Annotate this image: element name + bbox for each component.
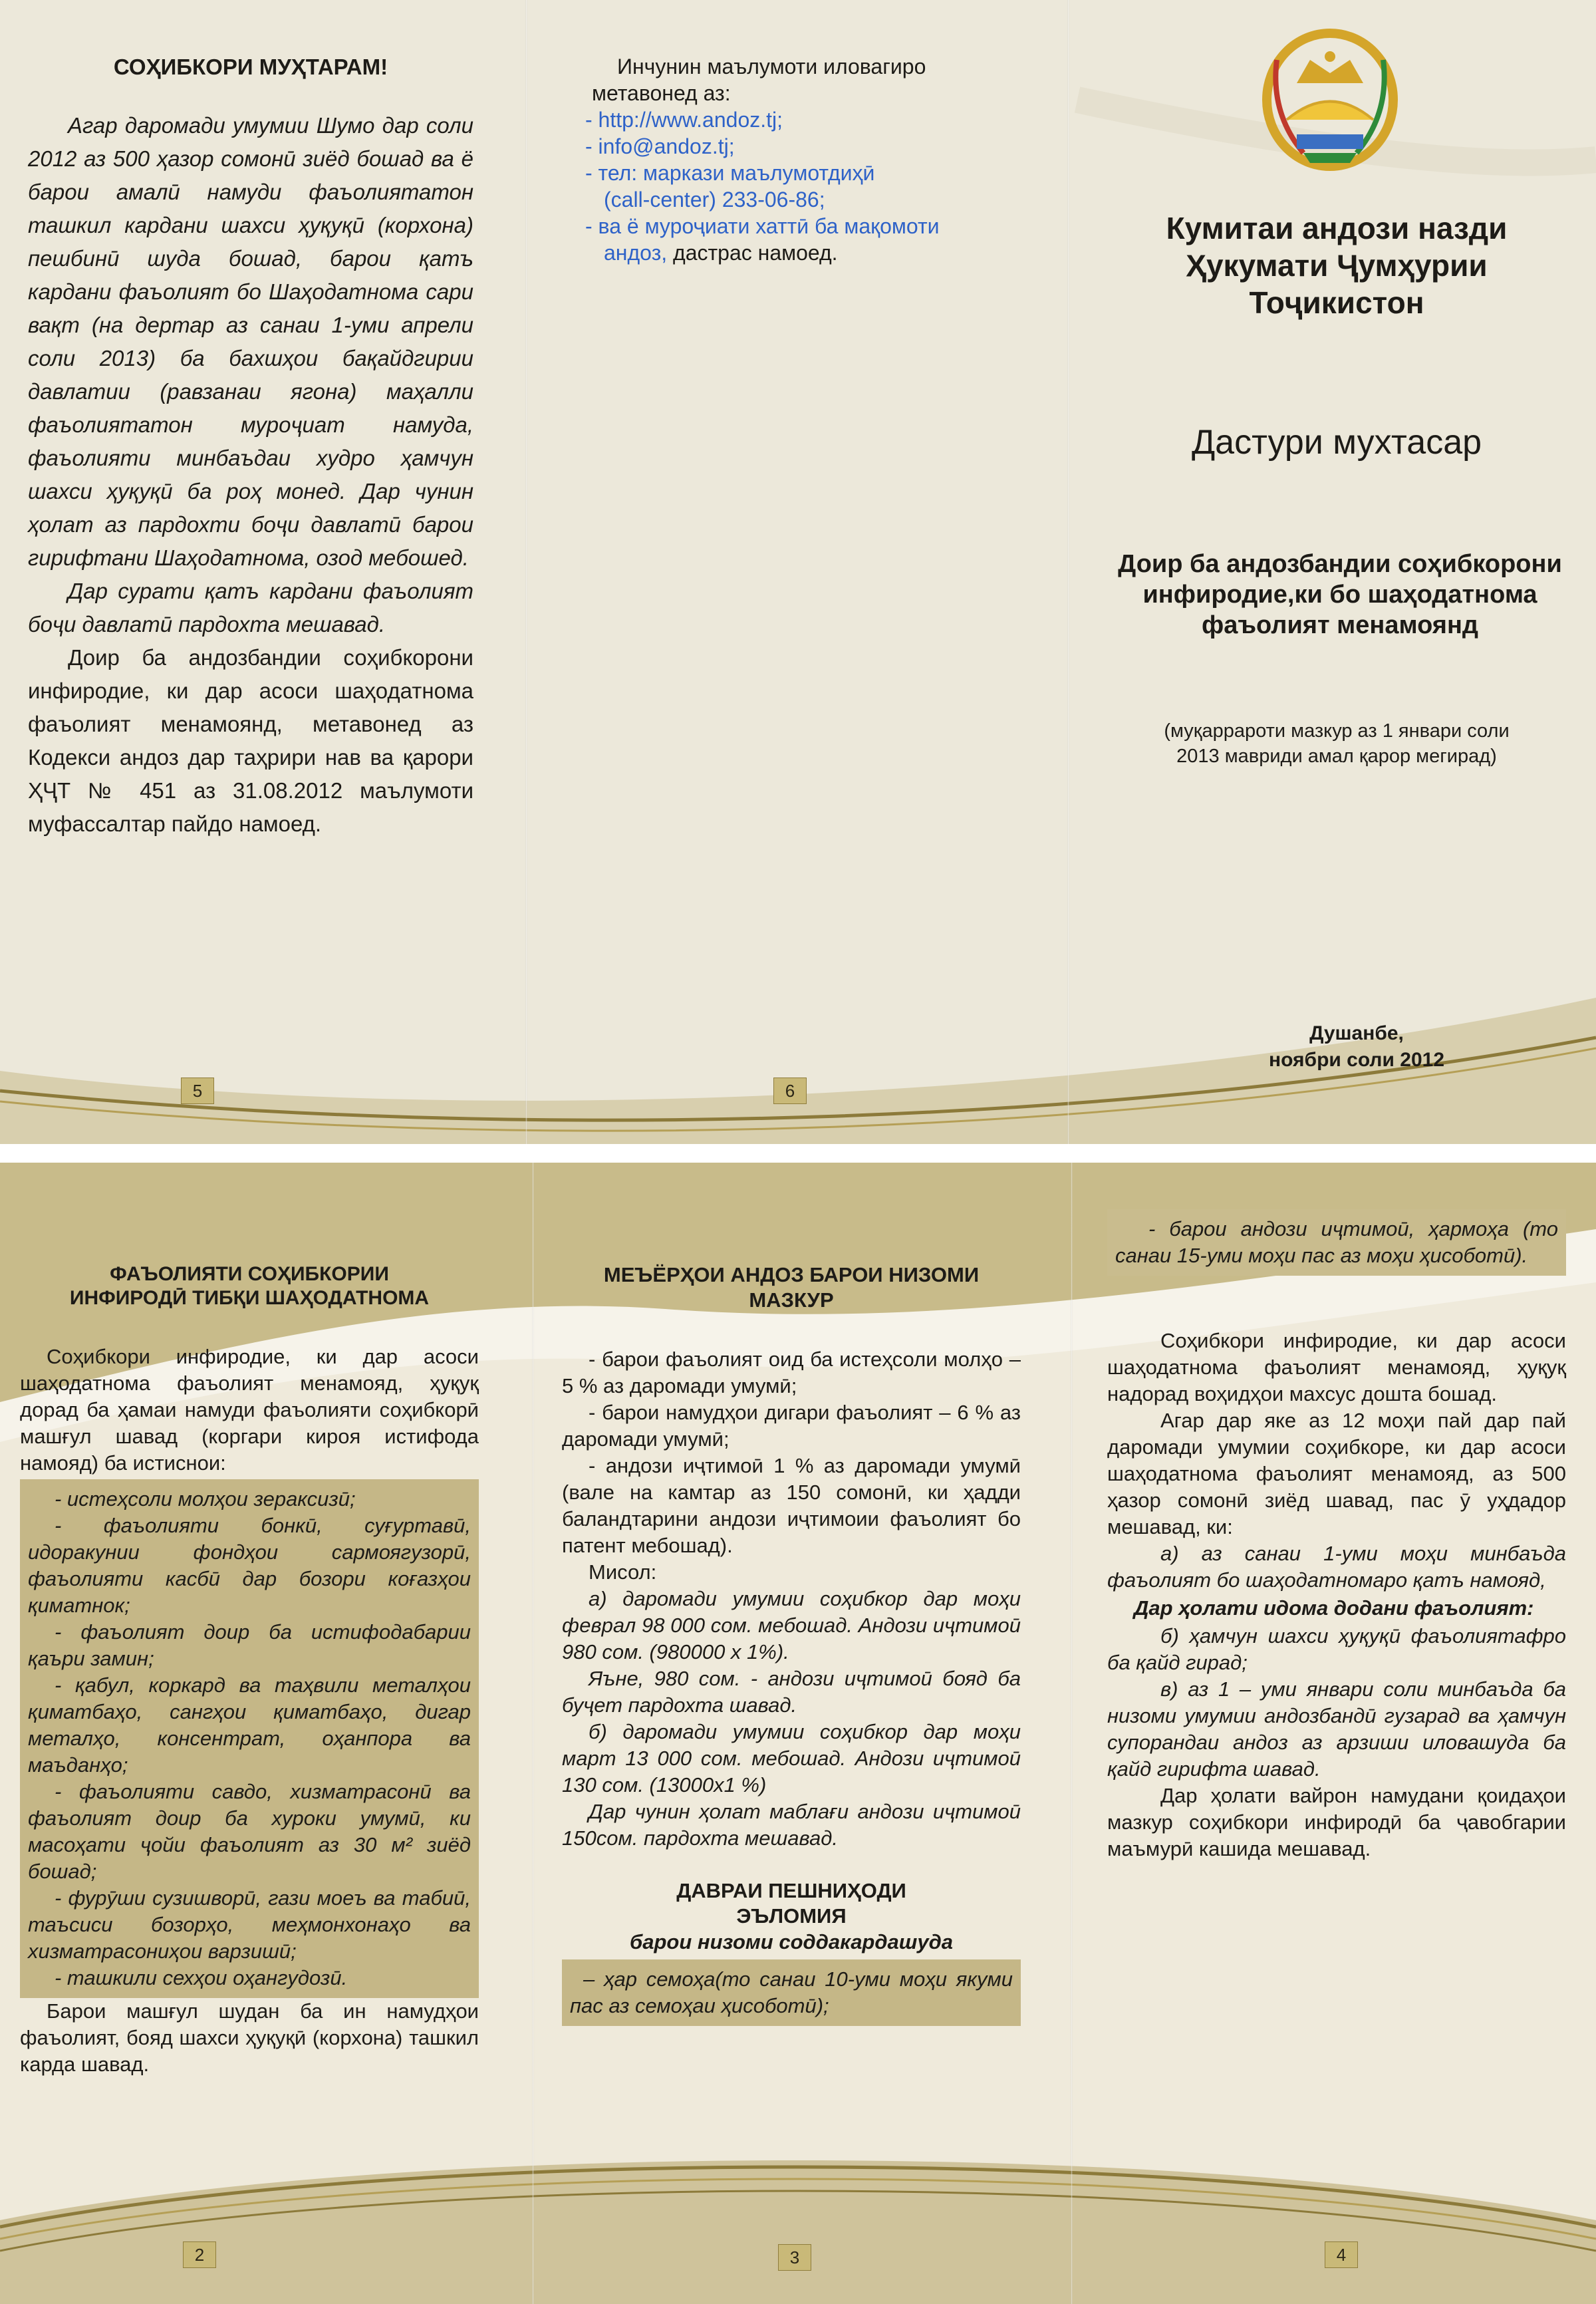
panel-2-conclusion: Барои машғул шудан ба ин намудҳои фаъолият, бояд шахси ҳуқуқӣ (корхона) ташкил карда шавад.: [20, 1999, 479, 2076]
exception-item: - истеҳсоли молҳои зераксизӣ;: [55, 1487, 356, 1511]
panel-6: [585, 53, 1051, 266]
social-tax-monthly: - барои андози иҷтимоӣ, ҳармоҳа (то санаи 15-уми моҳи пас аз моҳи ҳисоботӣ).: [1115, 1217, 1558, 1267]
panel-3: [562, 1262, 1021, 2026]
document-subtitle: Доир ба андозбандии соҳибкорони инфиродие,ки бо шаҳодатнома фаъолият менамоянд: [1118, 550, 1562, 639]
call-center-number: (call-center) 233-06-86;: [604, 188, 825, 212]
access-text: дастрас намоед.: [667, 241, 838, 265]
example-b-result: Дар чунин ҳолат маблағи андози иҷтимоӣ 150сом. пардохта мешавад.: [562, 1800, 1021, 1850]
effective-date-note: (муқаррароти мазкур аз 1 январи соли 2013 мавриди амал қарор мегирад): [1164, 720, 1510, 767]
rate-social: - андози иҷтимоӣ 1 % аз даромади умумӣ (вале на камтар аз 150 сомонӣ, ки ҳадди баландтарини андози иҷтимоии фаъолият бо патент мебошад).: [562, 1454, 1021, 1557]
publication-city: Душанбе,: [1309, 1022, 1404, 1044]
tajikistan-emblem: [1257, 20, 1403, 173]
brochure-outer-side: [0, 0, 1596, 1144]
panel-5-para-1: Агар даромади умумии Шумо дар соли 2012 аз 500 ҳазор сомонӣ зиёд бошад ва ё барои амалӣ намуди фаъолиятатон ташкил кардани шахси ҳуқуқӣ (корхона) пешбинӣ шуда бошад, барои қатъ кардани фаъолият бо Шаҳодатнома сари вақт (на дертар аз санаи 1-уми апрели соли 2013) ба бахшҳои бақайдгирии давлатии (равзанаи ягона) маҳалли фаъолиятатон муроҷиат намуда, фаъолияти минбаъдаи худро ҳамчун шахси ҳуқуқӣ ба роҳ монед. Дар чунин ҳолат аз пардохти боҷи давлатӣ барои гирифтани Шаҳодатнома, озод мебошед.: [28, 113, 473, 570]
publication-date: ноябри соли 2012: [1268, 1049, 1445, 1071]
exception-item: - ташкили сехҳои оҳангудозӣ.: [55, 1966, 348, 1989]
panel-4-item-b: б) ҳамчун шахси ҳуқуқӣ фаъолиятафро ба қайд гирад;: [1107, 1624, 1566, 1674]
organization-name: Кумитаи андози назди Ҳукумати Ҷумҳурии Тоҷикистон: [1166, 211, 1508, 320]
page-number-2: 2: [183, 2241, 216, 2268]
panel-4-para-3: Дар ҳолати вайрон намудани қоидаҳои мазкур соҳибкори инфиродӣ ба ҷавобгарии маъмурӣ кашида мешавад.: [1107, 1784, 1566, 1860]
example-b: б) даромади умумии соҳибкор дар моҳи март 13 000 сом. мебошад. Андози иҷтимоӣ 130 сом. (13000х1 %): [562, 1720, 1021, 1797]
panel-4-item-a: а) аз санаи 1-уми моҳи минбаъда фаъолият бо шаҳодатномаро қатъ намояд,: [1107, 1542, 1566, 1592]
panel-4: [1107, 1209, 1566, 1862]
panel-2-intro: Соҳибкори инфиродие, ки дар асоси шаҳодатнома фаъолият менамояд, ҳуқуқ дорад ба ҳамаи намуди фаъолияти соҳибкорӣ машғул шавад (коргари кироя истифода намояд) ба истиснои:: [20, 1345, 479, 1475]
continuation-heading: Дар ҳолати идома додани фаъолият:: [1134, 1596, 1534, 1620]
panel-5: [28, 53, 473, 841]
exception-item: - фурӯши сузишворӣ, гази моеъ ва табиӣ, таъсиси бозорҳо, меҳмонхонаҳо ва хизматрасониҳои варзишӣ;: [28, 1886, 471, 1963]
rate-production: - барои фаъолият оид ба истеҳсоли молҳо – 5 % аз даромади умумӣ;: [562, 1348, 1021, 1397]
exception-item: - фаъолияти савдо, хизматрасонӣ ва фаъолият доир ба хуроки умумӣ, ки масоҳати ҷойи фаъолият аз 30 м² зиёд бошад;: [28, 1780, 471, 1883]
page-number-5: 5: [181, 1078, 214, 1104]
declaration-highlight: [562, 1959, 1021, 2026]
contact-intro-2: метавонед аз:: [592, 81, 731, 105]
panel-4-para-2: Агар дар яке аз 12 моҳи пай дар пай даромади умумии соҳибкоре, ки дар асоси шаҳодатнома фаъолият менамояд, аз 500 ҳазор сомонӣ зиёд шавад, пас ӯ уҳдадор мешавад, ки:: [1107, 1409, 1566, 1538]
brochure-inner-side: [0, 1163, 1596, 2304]
email-link[interactable]: - info@andoz.tj;: [585, 134, 735, 158]
example-a-result: Яъне, 980 сом. - андози иҷтимоӣ бояд ба буҷет пардохта шавад.: [562, 1667, 1021, 1717]
website-link[interactable]: - http://www.andoz.tj;: [585, 108, 783, 132]
panel-4-item-c: в) аз 1 – уми январи соли минбаъда ба низоми умумии андозбандӣ гузарад ва ҳамчун супорандаи андоз аз арзиши иловашуда ба қайд гирифта шавад.: [1107, 1677, 1566, 1781]
exception-item: - фаъолият доир ба истифодабарии қаъри замин;: [28, 1620, 471, 1670]
panel-5-para-2: Дар сурати қатъ кардани фаъолият боҷи давлатӣ пардохта мешавад.: [28, 579, 473, 637]
example-label: Мисол:: [589, 1560, 657, 1584]
access-line: [585, 239, 1051, 266]
written-request-line: - ва ё муроҷиати хаттӣ ба мақомоти: [585, 214, 940, 238]
declaration-quarterly: – ҳар семоҳа(то санаи 10-уми моҳи якуми пас аз семоҳаи ҳисоботӣ);: [570, 1967, 1013, 2017]
tax-authority-text: андоз,: [604, 241, 668, 265]
example-a: а) даромади умумии соҳибкор дар моҳи феврал 98 000 сом. мебошад. Андози иҷтимоӣ 980 сом. (980000 х 1%).: [562, 1587, 1021, 1663]
page-number-6: 6: [773, 1078, 807, 1104]
declaration-subtitle: барои низоми соддакардашуда: [630, 1930, 953, 1953]
panel-2-title: ФАЪОЛИЯТИ СОҲИБКОРИИ ИНФИРОДӢ ТИБҚИ ШАҲОДАТНОМА: [69, 1263, 430, 1309]
page-number-4: 4: [1325, 2241, 1358, 2268]
page-number-3: 3: [778, 2244, 811, 2271]
panel-2: [20, 1262, 479, 2078]
phone-line: - тел: маркази маълумотдиҳӣ: [585, 161, 875, 185]
declaration-title: ДАВРАИ ПЕШНИҲОДИ ЭЪЛОМИЯ: [676, 1879, 906, 1928]
document-title: Дастури мухтасар: [1191, 423, 1482, 462]
rate-other: - барои намудҳои дигари фаъолият – 6 % аз даромади умумӣ;: [562, 1401, 1021, 1451]
panel-3-title: МЕЪЁРҲОИ АНДОЗ БАРОИ НИЗОМИ МАЗКУР: [603, 1263, 980, 1312]
exception-item: - фаъолияти бонкӣ, суғуртавӣ, идоракунии фондҳои сармоягузорӣ, фаъолияти касбӣ дар бозори коғазҳои қиматнок;: [28, 1514, 471, 1617]
contact-intro-1: Инчунин маълумоти иловагиро: [617, 55, 926, 78]
panel-5-title: СОҲИБКОРИ МУҲТАРАМ!: [113, 55, 388, 79]
panel-4-para-1: Соҳибкори инфиродие, ки дар асоси шаҳодатнома фаъолият менамояд, ҳуқуқ надорад воҳидҳои махсус дошта бошад.: [1107, 1329, 1566, 1405]
panel-5-para-3: Доир ба андозбандии соҳибкорони инфиродие, ки дар асоси шаҳодатнома фаъолият менамоянд, метавонед аз Кодекси андоз дар таҳрири нав ва қарори ҲҶТ № 451 аз 31.08.2012 маълумоти муфассалтар пайдо намоед.: [28, 645, 473, 836]
exceptions-list: [20, 1479, 479, 1998]
social-tax-highlight: [1107, 1209, 1566, 1276]
exception-item: - қабул, коркард ва таҳвили металҳои қиматбаҳо, сангҳои қиматбаҳо, дигар металҳо, консентрат, оҳанпора ва маъданҳо;: [28, 1673, 471, 1777]
